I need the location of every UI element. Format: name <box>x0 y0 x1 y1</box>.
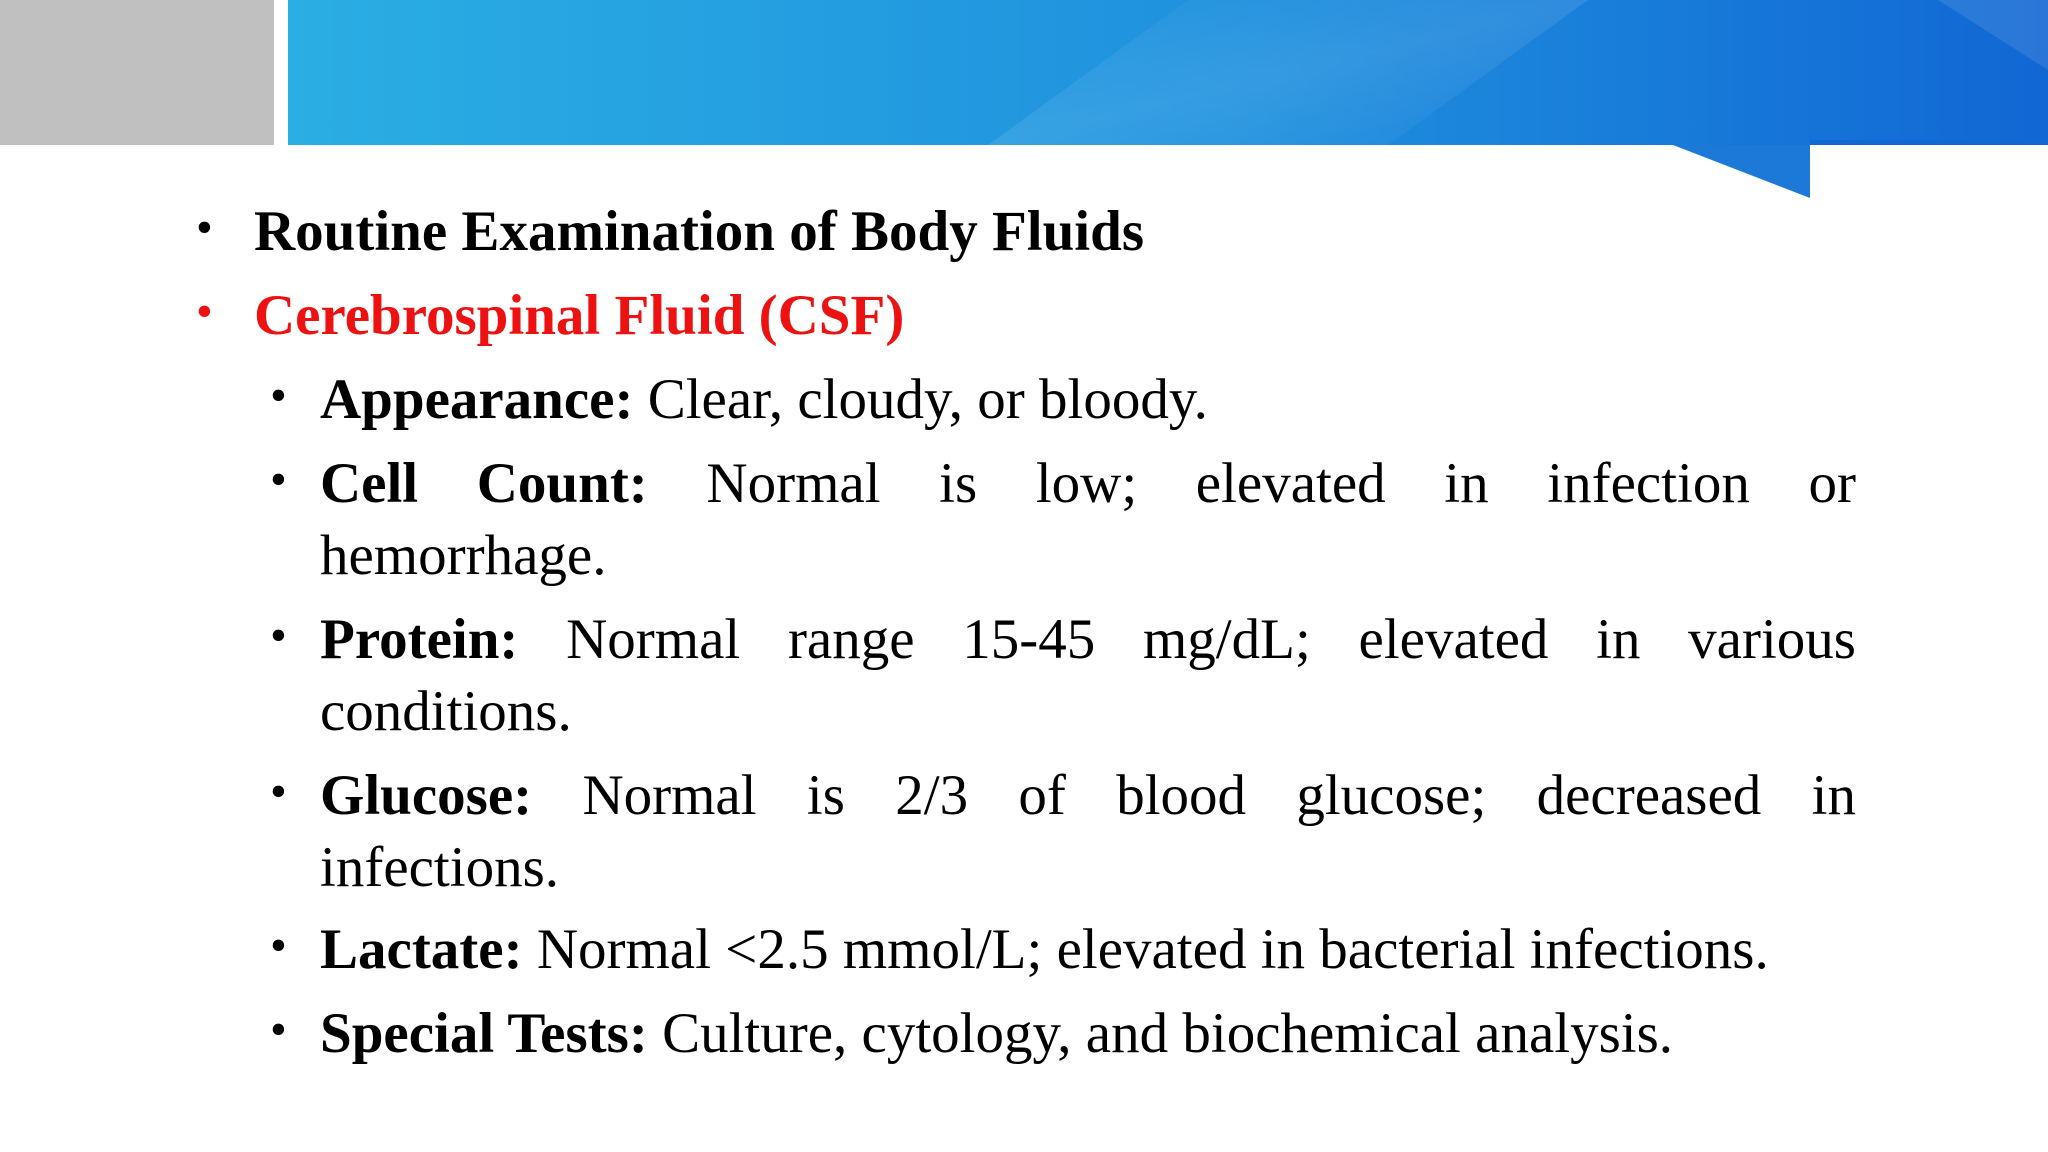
heading-routine-examination: Routine Examination of Body Fluids <box>254 200 1145 263</box>
word: in <box>1444 452 1489 515</box>
protein-line-2: conditions. <box>320 680 572 743</box>
label-appearance: Appearance: <box>320 368 634 431</box>
label-lactate: Lactate: <box>320 918 523 981</box>
cell-count-line-1 <box>320 448 1856 520</box>
word: elevated <box>1195 452 1386 515</box>
word: of <box>1018 764 1066 827</box>
word: glucose; <box>1296 764 1487 827</box>
bullet-dot: • <box>270 919 287 972</box>
heading-csf: Cerebrospinal Fluid (CSF) <box>254 284 905 347</box>
word: in <box>1596 608 1641 671</box>
glucose-line-1 <box>320 760 1856 832</box>
word: Glucose: <box>320 764 533 827</box>
cell-count-line-2: hemorrhage. <box>320 524 607 587</box>
word: infection <box>1547 452 1750 515</box>
word: is <box>939 452 978 515</box>
bullet-dot: • <box>270 369 287 422</box>
word: various <box>1688 608 1856 671</box>
bullet-dot: • <box>196 285 213 338</box>
word: 15-45 <box>962 608 1096 671</box>
text-special-tests: Culture, cytology, and biochemical analysis. <box>647 1002 1674 1065</box>
bullet-dot: • <box>196 201 213 254</box>
text-lactate: Normal <2.5 mmol/L; elevated in bacterial infections. <box>522 918 1769 981</box>
word: in <box>1811 764 1856 827</box>
word: blood <box>1116 764 1247 827</box>
word: Normal <box>582 764 757 827</box>
word: 2/3 <box>895 764 969 827</box>
word: Cell <box>320 452 419 515</box>
word: or <box>1808 452 1856 515</box>
bullet-dot: • <box>270 453 287 506</box>
label-special-tests: Special Tests: <box>320 1002 648 1065</box>
word: mg/dL; <box>1142 608 1311 671</box>
word: Protein: <box>320 608 519 671</box>
text-appearance: Clear, cloudy, or bloody. <box>633 368 1208 431</box>
word: Normal <box>706 452 881 515</box>
glucose-line-2: infections. <box>320 836 560 899</box>
word: elevated <box>1358 608 1549 671</box>
word: decreased <box>1536 764 1762 827</box>
word: Count: <box>476 452 648 515</box>
word: range <box>787 608 915 671</box>
word: low; <box>1035 452 1138 515</box>
word: Normal <box>566 608 741 671</box>
word: is <box>806 764 845 827</box>
bullet-dot: • <box>270 609 287 662</box>
bullet-dot: • <box>270 765 287 818</box>
protein-line-1 <box>320 604 1856 676</box>
bullet-dot: • <box>270 1003 287 1056</box>
